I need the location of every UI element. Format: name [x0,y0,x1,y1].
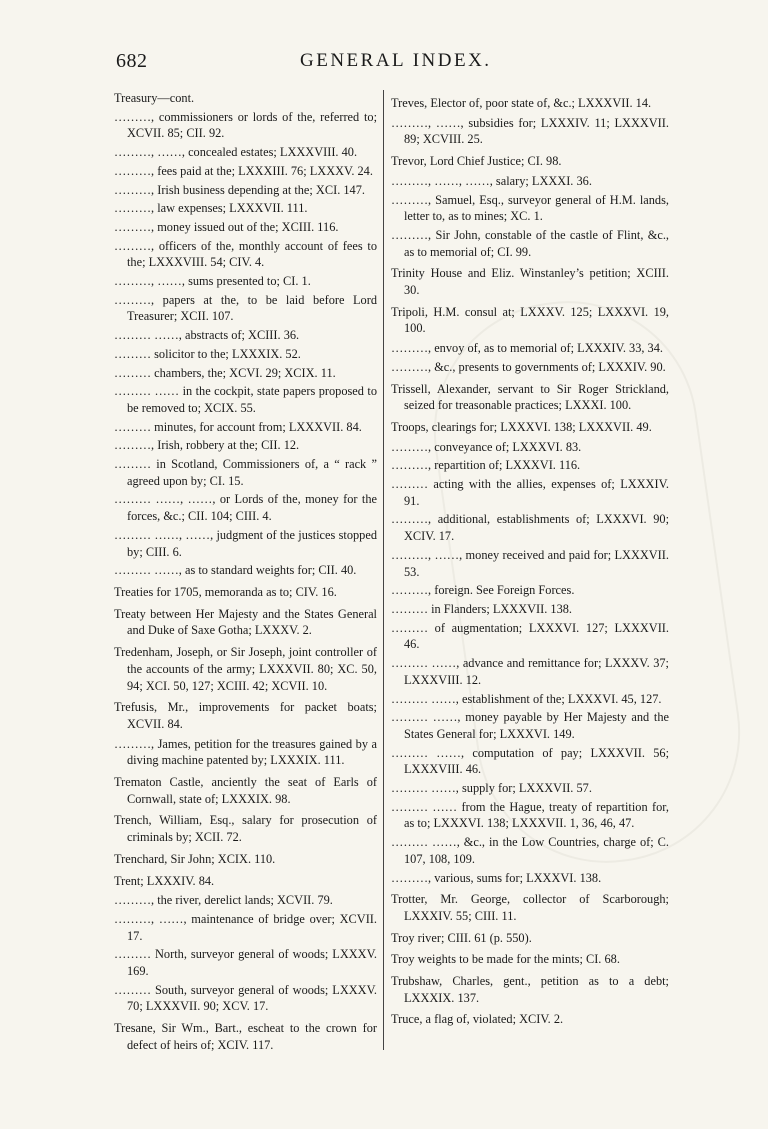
index-subentry: ………, Samuel, Esq., surveyor general of H.M. lands, letter to, as to mines; XC. 1. [391,192,669,224]
index-subentry: ……… …… in the cockpit, state papers proposed to be removed to; XCIX. 55. [114,384,377,415]
index-subentry: ……… ……, abstracts of; XCIII. 36. [114,328,300,343]
right-column [391,90,669,1031]
index-subentry: ……… in Scotland, Commissioners of, a “ rack ” agreed upon by; CI. 15. [114,457,377,488]
index-subentry: ……… ……, advance and remittance for; LXXXV. 37; LXXXVIII. 12. [391,656,669,687]
index-subentry: ……… in Flanders; LXXXVII. 138. [391,601,573,616]
index-subentry: ………, ……, money received and paid for; LXXXVII. 53. [391,547,669,579]
index-entry: Trefusis, Mr., improvements for packet boats; XCVII. 84. [114,700,377,731]
index-entry: Truce, a flag of, violated; XCIV. 2. [391,1012,564,1027]
index-subentry: ………, ……, concealed estates; LXXXVIII. 40. [114,145,358,160]
index-subentry: ………, Sir John, constable of the castle of Flint, &c., as to memorial of; CI. 99. [391,227,669,259]
index-entry: Trenchard, Sir John; XCIX. 110. [114,851,276,866]
index-subentry: ………, ……, ……, salary; LXXXI. 36. [391,173,592,188]
index-entry: Treaties for 1705, memoranda as to; CIV. 16. [114,584,337,599]
index-entry: Trench, William, Esq., salary for prosecution of criminals by; XCII. 72. [114,813,377,845]
index-entry: Trissell, Alexander, servant to Sir Roger Strickland, seized for treasonable practices; LXXXI. 100. [391,381,669,413]
index-subentry: ……… South, surveyor general of woods; LXXXV. 70; LXXXVII. 90; XCV. 17. [114,982,377,1014]
index-subentry: ………, conveyance of; LXXXVI. 83. [391,439,582,454]
index-subentry: ……… chambers, the; XCVI. 29; XCIX. 11. [114,365,336,380]
index-entry: Troy river; CIII. 61 (p. 550). [391,930,532,945]
index-subentry: ……… ……, money payable by Her Majesty and the States General for; LXXXVI. 149. [391,710,669,741]
index-subentry: ………, officers of the, monthly account of fees to the; LXXXVIII. 54; CIV. 4. [114,238,377,270]
index-entry: Trinity House and Eliz. Winstanley’s petition; XCIII. 30. [391,266,669,298]
index-subentry: ………, repartition of; LXXXVI. 116. [391,458,581,473]
index-subentry: ………, additional, establishments of; LXXXVI. 90; XCIV. 17. [391,512,669,544]
index-subentry: ……… North, surveyor general of woods; LXXXV. 169. [114,947,377,979]
index-subentry: ……… solicitor to the; LXXXIX. 52. [114,346,301,361]
index-entry: Treaty between Her Majesty and the States General and Duke of Saxe Gotha; LXXXV. 2. [114,606,377,638]
index-subentry: ……… acting with the allies, expenses of; LXXXIV. 91. [391,477,669,508]
index-subentry: ………, ……, sums presented to; CI. 1. [114,274,311,289]
index-subentry: ………, envoy of, as to memorial of; LXXXIV. 33, 34. [391,341,663,356]
index-subentry: ………, foreign. See Foreign Forces. [391,583,575,598]
left-column [114,90,377,1057]
index-subentry: ………, Irish, robbery at the; CII. 12. [114,438,300,453]
index-subentry: ………, law expenses; LXXXVII. 111. [114,201,308,216]
column-divider [383,90,384,1050]
index-subentry: ………, ……, maintenance of bridge over; XCVII. 17. [114,911,377,943]
index-entry: Treves, Elector of, poor state of, &c.; LXXXVII. 14. [391,96,652,110]
index-subentry: ………, commissioners or lords of the, referred to; XCVII. 85; CII. 92. [114,109,377,141]
index-subentry: ………, papers at the, to be laid before Lord Treasurer; XCII. 107. [114,292,377,324]
index-entry: Tripoli, H.M. consul at; LXXXV. 125; LXXXVI. 19, 100. [391,304,669,336]
index-subentry: ………, James, petition for the treasures gained by a diving machine patented by; LXXXIX. 111. [114,736,377,768]
index-entry: Tredenham, Joseph, or Sir Joseph, joint controller of the accounts of the army; LXXXVII. 80; XC. 50, 94; XCI. 50, 127; XCIII. 42; XCVII. 10. [114,645,377,693]
running-title: GENERAL INDEX. [300,50,492,71]
index-entry: Tresane, Sir Wm., Bart., escheat to the crown for defect of heirs of; XCIV. 117. [114,1021,377,1052]
index-subentry: ……… ……, ……, or Lords of the, money for the forces, &c.; CII. 104; CIII. 4. [114,492,377,524]
index-subentry: ……… …… from the Hague, treaty of repartition for, as to; LXXXVI. 138; LXXXVII. 1, 36, 46, 47. [391,799,669,831]
index-subentry: ………, &c., presents to governments of; LXXXIV. 90. [391,359,666,374]
index-entry: Trubshaw, Charles, gent., petition as to a debt; LXXXIX. 137. [391,974,669,1005]
index-subentry: ………, various, sums for; LXXXVI. 138. [391,870,602,885]
page-number: 682 [116,50,148,72]
index-subentry: ………, money issued out of the; XCIII. 116. [114,219,339,234]
index-subentry: ……… ……, establishment of the; LXXXVI. 45, 127. [391,691,662,706]
index-subentry: ………, fees paid at the; LXXXIII. 76; LXXXV. 24. [114,163,373,178]
index-subentry: ……… ……, supply for; LXXXVII. 57. [391,781,592,796]
index-subentry: ……… ……, computation of pay; LXXXVII. 56; LXXXVIII. 46. [391,745,669,777]
index-subentry: ………, Irish business depending at the; XCI. 147. [114,182,365,197]
index-entry: Troy weights to be made for the mints; CI. 68. [391,952,620,967]
index-subentry: ………, the river, derelict lands; XCVII. 79. [114,893,333,908]
index-entry: Trematon Castle, anciently the seat of Earls of Cornwall, state of; LXXXIX. 98. [114,775,377,806]
index-entry: Trevor, Lord Chief Justice; CI. 98. [391,154,562,169]
index-entry: Trent; LXXXIV. 84. [114,873,215,888]
index-subentry: Treasury—cont. [114,91,195,105]
index-subentry: ……… ……, &c., in the Low Countries, charge of; C. 107, 108, 109. [391,835,669,866]
index-entry: Troops, clearings for; LXXXVI. 138; LXXXVII. 49. [391,419,652,434]
index-subentry: ……… minutes, for account from; LXXXVII. 84. [114,419,362,434]
index-subentry: ……… ……, as to standard weights for; CII. 40. [114,563,357,578]
index-subentry: ……… ……, ……, judgment of the justices stopped by; CIII. 6. [114,527,377,559]
index-subentry: ………, ……, subsidies for; LXXXIV. 11; LXXXVII. 89; XCVIII. 25. [391,115,669,147]
index-entry: Trotter, Mr. George, collector of Scarborough; LXXXIV. 55; CIII. 11. [391,892,669,923]
index-subentry: ……… of augmentation; LXXXVI. 127; LXXXVII. 46. [391,620,669,652]
